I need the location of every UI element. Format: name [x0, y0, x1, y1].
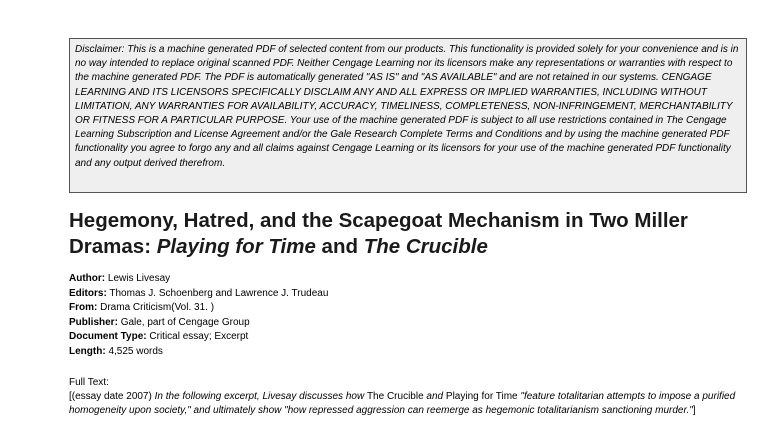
title-work-2: The Crucible	[363, 235, 488, 258]
article-metadata	[69, 272, 328, 360]
article-title	[69, 208, 769, 260]
meta-document-type: Document Type: Critical essay; Excerpt	[69, 331, 249, 343]
meta-author: Author: Lewis Livesay	[69, 273, 171, 284]
full-text-label: Full Text:	[69, 377, 109, 388]
full-text-section	[69, 376, 769, 417]
meta-editors: Editors: Thomas J. Schoenberg and Lawrence J. Trudeau	[69, 287, 329, 299]
full-text-body: [(essay date 2007) In the following excerpt, Livesay discusses how The Crucible and Playing for Time "feature totalitarian attempts to impose a purified homogeneity upon society," and ultimately show "how repressed aggression can reemerge as hegemonic totalitarianism sanctioning murder."]	[69, 390, 736, 416]
meta-publisher: Publisher: Gale, part of Cengage Group	[69, 316, 250, 328]
title-and: and	[315, 235, 364, 258]
meta-from: From: Drama Criticism(Vol. 31. )	[69, 302, 215, 314]
title-work-1: Playing for Time	[156, 235, 316, 258]
disclaimer-box	[69, 38, 747, 193]
disclaimer-text: Disclaimer: This is a machine generated PDF of selected content from our products. This functionality is provided solely for your convenience and is in no way intended to replace original scanned PDF. Neither Cengage Learning nor its licensors make any representations or warranties with respect to the machine generated PDF. The PDF is automatically generated "AS IS" and "AS AVAILABLE" and are not retained in our systems. CENGAGE LEARNING AND ITS LICENSORS SPECIFICALLY DISCLAIM ANY AND ALL EXPRESS OR IMPLIED WARRANTIES, INCLUDING WITHOUT LIMITATION, ANY WARRANTIES FOR AVAILABILITY, ACCURACY, TIMELINESS, COMPLETENESS, NON-INFRINGEMENT, MERCHANTABILITY OR FITNESS FOR A PARTICULAR PURPOSE. Your use of the machine generated PDF is subject to all use restrictions contained in The Cengage Learning Subscription and License Agreement and/or the Gale Research Complete Terms and Conditions and by using the machine generated PDF functionality you agree to forgo any and all claims against Cengage Learning or its licensors for your use of the machine generated PDF functionality and any output derived therefrom.	[75, 44, 739, 169]
title-prefix: Hegemony, Hatred, and the Scapegoat Mechanism in Two Miller Dramas:	[69, 209, 688, 258]
meta-length: Length: 4,525 words	[69, 345, 163, 357]
